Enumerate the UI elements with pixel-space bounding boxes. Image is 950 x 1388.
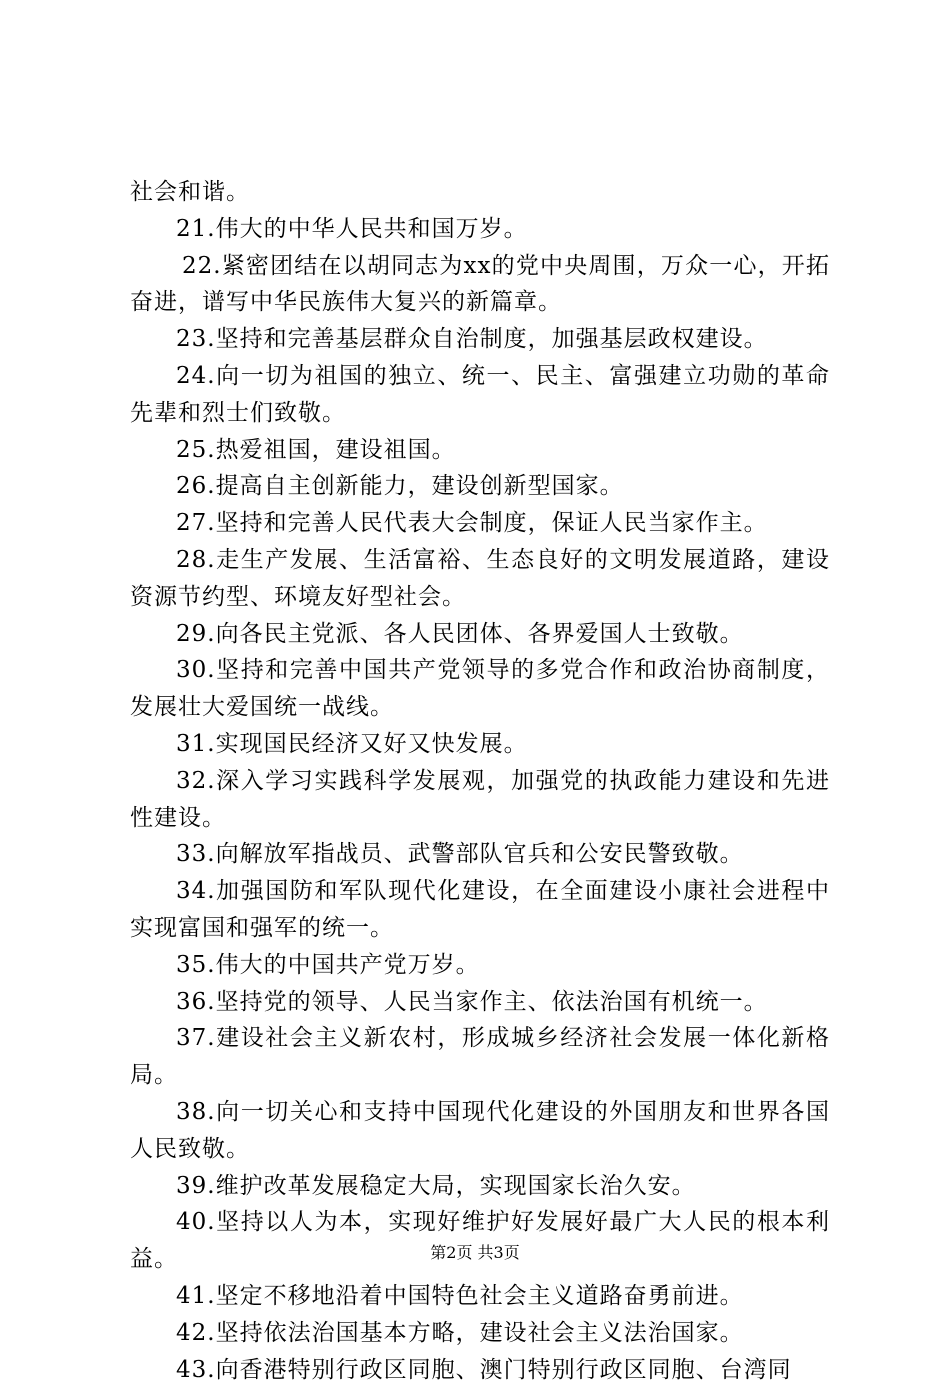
list-item: 43.向香港特别行政区同胞、澳门特别行政区同胞、台湾同 (130, 1352, 830, 1388)
list-item: 40.坚持以人为本，实现好维护好发展好最广大人民的根本利益。 (130, 1204, 830, 1278)
list-item: 31.实现国民经济又好又快发展。 (130, 726, 830, 763)
list-item: 23.坚持和完善基层群众自治制度，加强基层政权建设。 (130, 321, 830, 358)
list-item: 32.深入学习实践科学发展观，加强党的执政能力建设和先进性建设。 (130, 763, 830, 837)
list-item: 41.坚定不移地沿着中国特色社会主义道路奋勇前进。 (130, 1278, 830, 1315)
list-item: 26.提高自主创新能力，建设创新型国家。 (130, 468, 830, 505)
page-number-label: 第2页 共3页 (430, 1243, 519, 1262)
list-item: 29.向各民主党派、各人民团体、各界爱国人士致敬。 (130, 616, 830, 653)
list-item: 24.向一切为祖国的独立、统一、民主、富强建立功勋的革命先辈和烈士们致敬。 (130, 358, 830, 432)
document-body (130, 174, 830, 1388)
list-item: 21.伟大的中华人民共和国万岁。 (130, 211, 830, 248)
list-item: 33.向解放军指战员、武警部队官兵和公安民警致敬。 (130, 836, 830, 873)
list-item: 22.紧密团结在以胡同志为xx的党中央周围，万众一心，开拓奋进，谱写中华民族伟大复兴的新篇章。 (130, 248, 830, 322)
list-item: 38.向一切关心和支持中国现代化建设的外国朋友和世界各国人民致敬。 (130, 1094, 830, 1168)
page-footer (0, 1243, 950, 1263)
list-item: 39.维护改革发展稳定大局，实现国家长治久安。 (130, 1168, 830, 1205)
list-item: 37.建设社会主义新农村，形成城乡经济社会发展一体化新格局。 (130, 1020, 830, 1094)
list-item: 27.坚持和完善人民代表大会制度，保证人民当家作主。 (130, 505, 830, 542)
paragraph-continuation: 社会和谐。 (130, 174, 830, 211)
list-item: 35.伟大的中国共产党万岁。 (130, 947, 830, 984)
list-item: 25.热爱祖国，建设祖国。 (130, 432, 830, 469)
list-item: 36.坚持党的领导、人民当家作主、依法治国有机统一。 (130, 984, 830, 1021)
list-item: 30.坚持和完善中国共产党领导的多党合作和政治协商制度，发展壮大爱国统一战线。 (130, 652, 830, 726)
list-item: 34.加强国防和军队现代化建设，在全面建设小康社会进程中实现富国和强军的统一。 (130, 873, 830, 947)
list-item: 28.走生产发展、生活富裕、生态良好的文明发展道路，建设资源节约型、环境友好型社会。 (130, 542, 830, 616)
list-item: 42.坚持依法治国基本方略，建设社会主义法治国家。 (130, 1315, 830, 1352)
